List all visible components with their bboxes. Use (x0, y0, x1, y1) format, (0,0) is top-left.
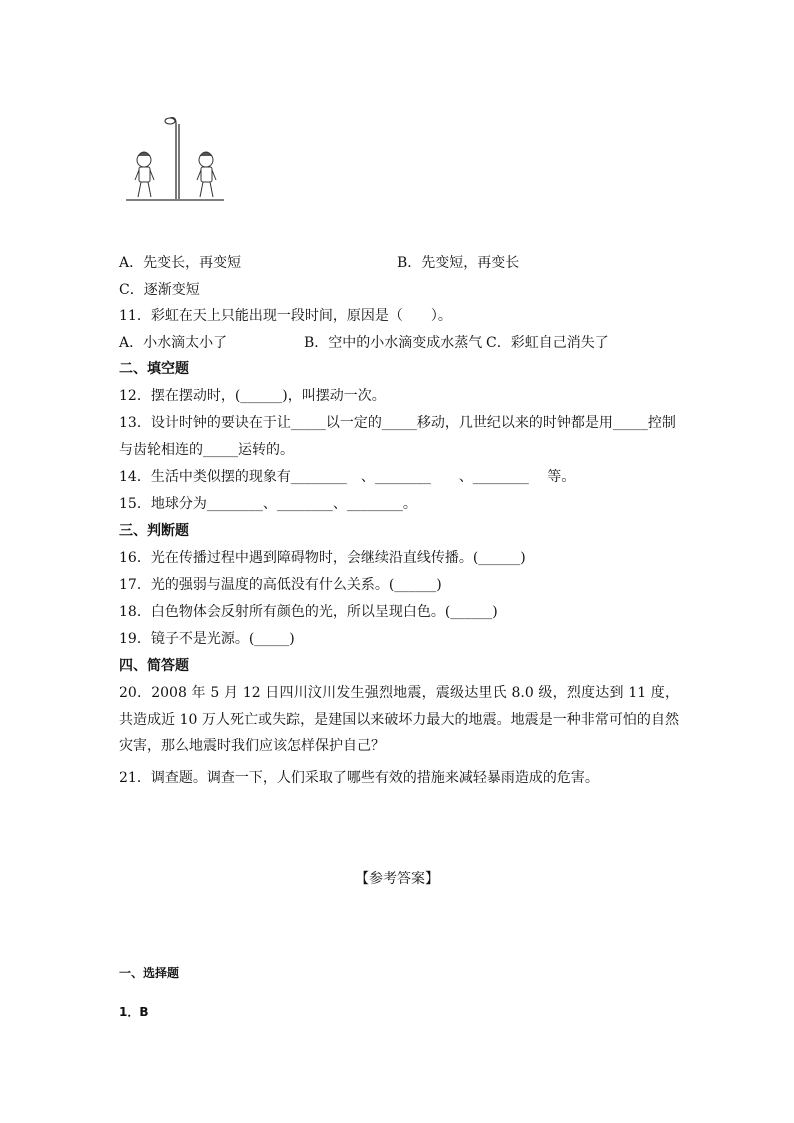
q18: 18．白色物体会反射所有颜色的光，所以呈现白色。(______) (119, 604, 498, 620)
q19: 19．镜子不是光源。(_____) (119, 631, 295, 647)
q16: 16．光在传播过程中遇到障碍物时，会继续沿直线传播。(______) (119, 550, 526, 566)
q13-line1: 13．设计时钟的要诀在于让_____以一定的_____移动，几世纪以来的时钟都是用_____控制 (119, 415, 676, 431)
q10-option-c: C．逐渐变短 (119, 282, 200, 298)
q11-option-a: A．小水滴太小了 (119, 335, 228, 351)
q20: 20．2008 年 5 月 12 日四川汶川发生强烈地震，震级达里氏 8.0 级，烈度达到 11 度，共造成近 10 万人死亡或失踪，是建国以来破坏力最大的地震。地震是一种非常可怕的自然灾害，那么地震时我们应该怎样保护自己？ (119, 685, 679, 754)
q11-option-c: C．彩虹自己消失了 (486, 335, 609, 351)
q14: 14．生活中类似摆的现象有________ 、________ 、________ 等。 (119, 469, 576, 485)
q11-stem: 11．彩虹在天上只能出现一段时间，原因是（ ）。 (119, 308, 452, 324)
q17: 17．光的强弱与温度的高低没有什么关系。(______) (119, 577, 442, 593)
q21: 21．调查题。调查一下，人们采取了哪些有效的措施来减轻暴雨造成的危害。 (119, 770, 599, 786)
answer-section1-heading: 一、选择题 (119, 966, 180, 980)
answer-1: 1．B (119, 1005, 149, 1019)
q11-option-b: B．空中的小水滴变成水蒸气 (304, 335, 483, 351)
streetlamp-walker-illustration (120, 108, 230, 208)
q13-line2: 与齿轮相连的_____运转的。 (119, 442, 294, 458)
answer-key-title: 【参考答案】 (355, 871, 439, 887)
q10-option-b: B．先变短，再变长 (397, 255, 520, 271)
q10-option-a: A．先变长，再变短 (119, 255, 242, 271)
section3-heading: 三、判断题 (119, 523, 189, 539)
section4-heading: 四、简答题 (119, 658, 189, 674)
q15: 15．地球分为________、________、________。 (119, 496, 417, 512)
section2-heading: 二、填空题 (119, 361, 189, 377)
q12: 12．摆在摆动时，(______)，叫摆动一次。 (119, 388, 386, 404)
